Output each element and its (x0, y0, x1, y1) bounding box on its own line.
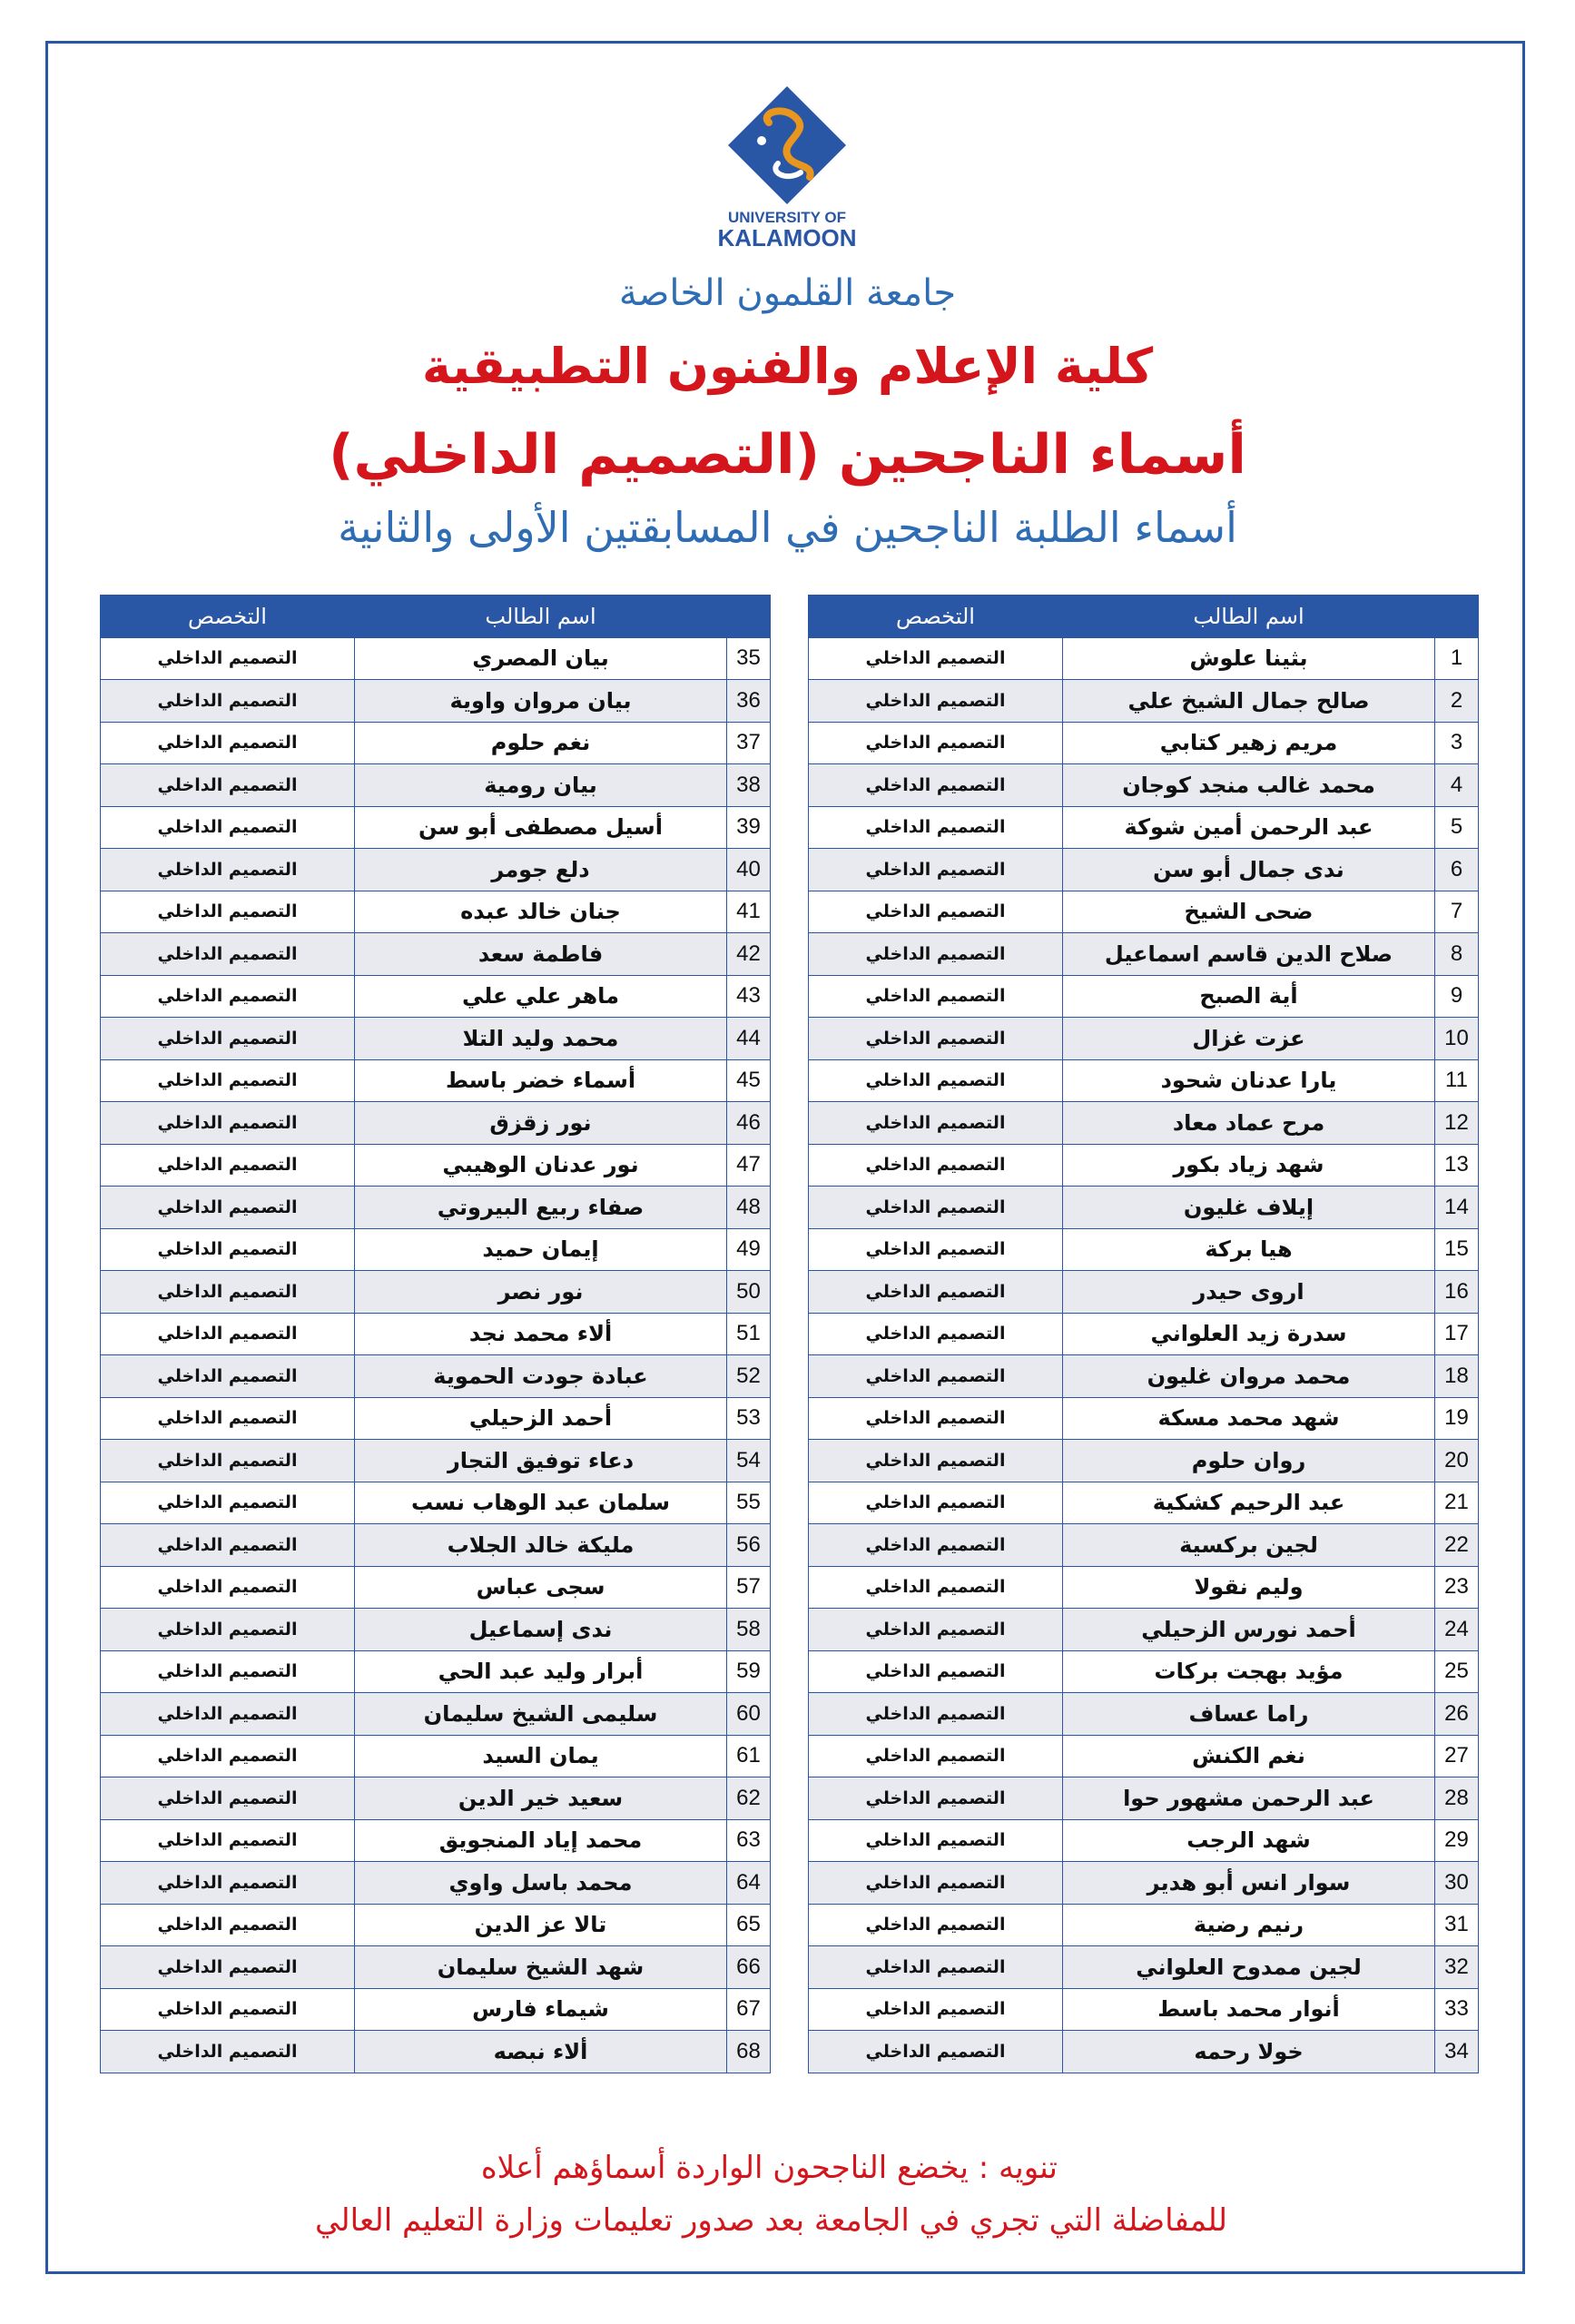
student-specialty: التصميم الداخلي (809, 637, 1063, 680)
student-name: صالح جمال الشيخ علي (1063, 680, 1435, 723)
row-number: 48 (727, 1187, 771, 1229)
table-row (809, 1271, 1479, 1314)
student-specialty: التصميم الداخلي (101, 1819, 355, 1862)
row-number: 1 (1435, 637, 1479, 680)
student-name: نغم حلوم (355, 722, 727, 764)
row-number: 57 (727, 1566, 771, 1609)
student-name: إيمان حميد (355, 1228, 727, 1271)
student-specialty: التصميم الداخلي (809, 1566, 1063, 1609)
row-number: 13 (1435, 1144, 1479, 1187)
student-specialty: التصميم الداخلي (101, 1946, 355, 1989)
logo-text-line2: KALAMOON (717, 224, 857, 250)
student-specialty: التصميم الداخلي (101, 1355, 355, 1398)
column-header-name: اسم الطالب (355, 596, 727, 638)
student-name: محمد إياد المنجويق (355, 1819, 727, 1862)
student-name: بثينا علوش (1063, 637, 1435, 680)
row-number: 64 (727, 1862, 771, 1905)
row-number: 11 (1435, 1059, 1479, 1102)
row-number: 52 (727, 1355, 771, 1398)
row-number: 42 (727, 933, 771, 976)
student-specialty: التصميم الداخلي (101, 764, 355, 807)
student-name: بيان رومية (355, 764, 727, 807)
student-specialty: التصميم الداخلي (809, 1440, 1063, 1482)
column-header-name: اسم الطالب (1063, 596, 1435, 638)
student-name: دعاء توفيق التجار (355, 1440, 727, 1482)
student-specialty: التصميم الداخلي (101, 1228, 355, 1271)
table-row (101, 1819, 771, 1862)
row-number: 51 (727, 1313, 771, 1355)
table-row (809, 1482, 1479, 1524)
table-row (809, 1228, 1479, 1271)
student-specialty: التصميم الداخلي (809, 1059, 1063, 1102)
student-name: صفاء ربيع البيروتي (355, 1187, 727, 1229)
table-row (101, 1693, 771, 1736)
table-row (809, 1524, 1479, 1567)
table-row (809, 806, 1479, 849)
table-row (101, 1144, 771, 1187)
student-specialty: التصميم الداخلي (101, 2031, 355, 2073)
table-row (101, 1650, 771, 1693)
table-row (809, 2031, 1479, 2073)
student-specialty: التصميم الداخلي (101, 722, 355, 764)
student-name: عبد الرحمن أمين شوكة (1063, 806, 1435, 849)
student-specialty: التصميم الداخلي (809, 1988, 1063, 2031)
student-specialty: التصميم الداخلي (101, 1144, 355, 1187)
table-row (809, 637, 1479, 680)
footer-note-line2: للمفاضلة التي تجري في الجامعة بعد صدور تعليمات وزارة التعليم العالي (314, 2202, 1227, 2239)
student-name: شهد زياد بكور (1063, 1144, 1435, 1187)
table-row (101, 1988, 771, 2031)
student-specialty: التصميم الداخلي (101, 1187, 355, 1229)
table-row (101, 1228, 771, 1271)
row-number: 68 (727, 2031, 771, 2073)
table-row (809, 722, 1479, 764)
student-specialty: التصميم الداخلي (101, 1440, 355, 1482)
row-number: 36 (727, 680, 771, 723)
table-row (809, 1946, 1479, 1989)
logo-text-line1: UNIVERSITY OF (727, 209, 847, 226)
row-number: 47 (727, 1144, 771, 1187)
student-name: بيان المصري (355, 637, 727, 680)
row-number: 63 (727, 1819, 771, 1862)
table-row (809, 1735, 1479, 1777)
row-number: 60 (727, 1693, 771, 1736)
student-name: محمد مروان غليون (1063, 1355, 1435, 1398)
student-specialty: التصميم الداخلي (809, 1904, 1063, 1946)
student-specialty: التصميم الداخلي (809, 1271, 1063, 1314)
row-number: 43 (727, 975, 771, 1018)
student-specialty: التصميم الداخلي (101, 1862, 355, 1905)
table-row (101, 1524, 771, 1567)
student-name: أية الصبح (1063, 975, 1435, 1018)
student-name: نور زقزق (355, 1102, 727, 1145)
row-number: 46 (727, 1102, 771, 1145)
table-row (809, 1988, 1479, 2031)
table-row (101, 1566, 771, 1609)
table-row (809, 933, 1479, 976)
student-name: تالا عز الدين (355, 1904, 727, 1946)
row-number: 59 (727, 1650, 771, 1693)
student-specialty: التصميم الداخلي (101, 891, 355, 933)
row-number: 3 (1435, 722, 1479, 764)
row-number: 49 (727, 1228, 771, 1271)
student-specialty: التصميم الداخلي (809, 1693, 1063, 1736)
student-specialty: التصميم الداخلي (809, 1819, 1063, 1862)
row-number: 21 (1435, 1482, 1479, 1524)
row-number: 23 (1435, 1566, 1479, 1609)
student-specialty: التصميم الداخلي (809, 1313, 1063, 1355)
student-specialty: التصميم الداخلي (101, 1524, 355, 1567)
student-name: نغم الكنش (1063, 1735, 1435, 1777)
row-number: 55 (727, 1482, 771, 1524)
student-name: سوار انس أبو هدير (1063, 1862, 1435, 1905)
table-row (101, 637, 771, 680)
student-name: يمان السيد (355, 1735, 727, 1777)
student-specialty: التصميم الداخلي (809, 1355, 1063, 1398)
student-name: وليم نقولا (1063, 1566, 1435, 1609)
row-number: 16 (1435, 1271, 1479, 1314)
student-name: ندى جمال أبو سن (1063, 849, 1435, 891)
row-number: 31 (1435, 1904, 1479, 1946)
student-specialty: التصميم الداخلي (101, 1018, 355, 1060)
row-number: 29 (1435, 1819, 1479, 1862)
row-number: 50 (727, 1271, 771, 1314)
row-number: 45 (727, 1059, 771, 1102)
student-name: إيلاف غليون (1063, 1187, 1435, 1229)
row-number: 5 (1435, 806, 1479, 849)
table-row (809, 849, 1479, 891)
row-number: 14 (1435, 1187, 1479, 1229)
table-row (809, 1018, 1479, 1060)
student-name: شهد الشيخ سليمان (355, 1946, 727, 1989)
row-number: 67 (727, 1988, 771, 2031)
table-row (101, 1440, 771, 1482)
student-name: يارا عدنان شحود (1063, 1059, 1435, 1102)
student-name: أحمد نورس الزحيلي (1063, 1609, 1435, 1651)
student-name: مريم زهير كتابي (1063, 722, 1435, 764)
student-specialty: التصميم الداخلي (809, 1946, 1063, 1989)
table-row (809, 891, 1479, 933)
student-specialty: التصميم الداخلي (101, 1777, 355, 1820)
row-number: 33 (1435, 1988, 1479, 2031)
student-specialty: التصميم الداخلي (809, 764, 1063, 807)
table-row (101, 1482, 771, 1524)
row-number: 65 (727, 1904, 771, 1946)
student-specialty: التصميم الداخلي (809, 933, 1063, 976)
row-number: 41 (727, 891, 771, 933)
row-number: 61 (727, 1735, 771, 1777)
student-specialty: التصميم الداخلي (101, 1735, 355, 1777)
student-name: محمد غالب منجد كوجان (1063, 764, 1435, 807)
student-specialty: التصميم الداخلي (101, 1313, 355, 1355)
row-number: 24 (1435, 1609, 1479, 1651)
student-specialty: التصميم الداخلي (809, 1609, 1063, 1651)
row-number: 32 (1435, 1946, 1479, 1989)
student-name: أبرار وليد عبد الحي (355, 1650, 727, 1693)
table-row (101, 1735, 771, 1777)
student-specialty: التصميم الداخلي (101, 1059, 355, 1102)
column-header-specialty: التخصص (101, 596, 355, 638)
table-row (101, 1777, 771, 1820)
row-number: 15 (1435, 1228, 1479, 1271)
student-name: ضحى الشيخ (1063, 891, 1435, 933)
table-row (101, 2031, 771, 2073)
student-name: أحمد الزحيلي (355, 1397, 727, 1440)
table-row (809, 1059, 1479, 1102)
university-logo (696, 86, 878, 250)
student-name: جنان خالد عبده (355, 891, 727, 933)
student-name: رنيم رضية (1063, 1904, 1435, 1946)
table-row (809, 680, 1479, 723)
student-specialty: التصميم الداخلي (809, 722, 1063, 764)
student-specialty: التصميم الداخلي (101, 1102, 355, 1145)
student-specialty: التصميم الداخلي (101, 1397, 355, 1440)
table-row (101, 1187, 771, 1229)
table-row (809, 1862, 1479, 1905)
table-row (101, 1609, 771, 1651)
table-row (101, 1018, 771, 1060)
student-name: روان حلوم (1063, 1440, 1435, 1482)
student-name: عبد الرحيم كشكية (1063, 1482, 1435, 1524)
table-row (101, 1355, 771, 1398)
student-specialty: التصميم الداخلي (809, 1397, 1063, 1440)
row-number: 12 (1435, 1102, 1479, 1145)
row-number: 53 (727, 1397, 771, 1440)
student-specialty: التصميم الداخلي (101, 1609, 355, 1651)
student-specialty: التصميم الداخلي (809, 1524, 1063, 1567)
row-number: 20 (1435, 1440, 1479, 1482)
row-number: 19 (1435, 1397, 1479, 1440)
table-row (809, 1609, 1479, 1651)
results-table-right (808, 595, 1479, 2073)
student-specialty: التصميم الداخلي (809, 975, 1063, 1018)
student-name: عبد الرحمن مشهور حوا (1063, 1777, 1435, 1820)
row-number: 66 (727, 1946, 771, 1989)
student-name: اروى حيدر (1063, 1271, 1435, 1314)
table-row (809, 1313, 1479, 1355)
student-name: صلاح الدين قاسم اسماعيل (1063, 933, 1435, 976)
student-name: نور نصر (355, 1271, 727, 1314)
row-number: 37 (727, 722, 771, 764)
table-row (809, 1819, 1479, 1862)
table-row (101, 1946, 771, 1989)
table-row (101, 933, 771, 976)
student-specialty: التصميم الداخلي (101, 1566, 355, 1609)
student-name: خولا رحمه (1063, 2031, 1435, 2073)
row-number: 54 (727, 1440, 771, 1482)
student-name: ندى إسماعيل (355, 1609, 727, 1651)
student-name: سلمان عبد الوهاب نسب (355, 1482, 727, 1524)
row-number: 10 (1435, 1018, 1479, 1060)
table-row (101, 806, 771, 849)
student-specialty: التصميم الداخلي (101, 1482, 355, 1524)
row-number: 17 (1435, 1313, 1479, 1355)
student-name: سعيد خير الدين (355, 1777, 727, 1820)
footer-note-line1: تنويه : يخضع الناجحون الواردة أسماؤهم أعلاه (480, 2150, 1058, 2186)
student-specialty: التصميم الداخلي (101, 849, 355, 891)
student-specialty: التصميم الداخلي (101, 680, 355, 723)
student-name: لجين ممدوح العلواني (1063, 1946, 1435, 1989)
table-row (101, 1102, 771, 1145)
row-number: 40 (727, 849, 771, 891)
student-name: سدرة زيد العلواني (1063, 1313, 1435, 1355)
table-row (101, 1059, 771, 1102)
student-name: سجى عباس (355, 1566, 727, 1609)
student-name: مؤيد بهجت بركات (1063, 1650, 1435, 1693)
student-name: بيان مروان واوية (355, 680, 727, 723)
table-row (101, 975, 771, 1018)
faculty-name: كلية الإعلام والفنون التطبيقية (421, 338, 1154, 395)
student-name: أسيل مصطفى أبو سن (355, 806, 727, 849)
table-row (809, 1440, 1479, 1482)
row-number: 58 (727, 1609, 771, 1651)
row-number: 27 (1435, 1735, 1479, 1777)
row-number: 18 (1435, 1355, 1479, 1398)
student-specialty: التصميم الداخلي (809, 1735, 1063, 1777)
table-row (101, 1397, 771, 1440)
student-specialty: التصميم الداخلي (809, 1228, 1063, 1271)
table-row (101, 891, 771, 933)
table-row (809, 1397, 1479, 1440)
student-name: دلع جومر (355, 849, 727, 891)
row-number: 4 (1435, 764, 1479, 807)
student-specialty: التصميم الداخلي (809, 1862, 1063, 1905)
student-name: أسماء خضر باسط (355, 1059, 727, 1102)
table-row (809, 764, 1479, 807)
row-number: 7 (1435, 891, 1479, 933)
table-row (809, 1566, 1479, 1609)
table-row (101, 1904, 771, 1946)
student-specialty: التصميم الداخلي (809, 1102, 1063, 1145)
student-name: مرح عماد معاد (1063, 1102, 1435, 1145)
student-specialty: التصميم الداخلي (101, 1904, 355, 1946)
student-specialty: التصميم الداخلي (101, 1693, 355, 1736)
table-row (809, 1777, 1479, 1820)
page-subtitle: أسماء الطلبة الناجحين في المسابقتين الأولى والثانية (338, 503, 1237, 552)
student-name: لجين بركسية (1063, 1524, 1435, 1567)
table-row (809, 1693, 1479, 1736)
row-number: 28 (1435, 1777, 1479, 1820)
student-specialty: التصميم الداخلي (809, 1018, 1063, 1060)
student-specialty: التصميم الداخلي (101, 975, 355, 1018)
table-row (809, 1144, 1479, 1187)
student-specialty: التصميم الداخلي (101, 1988, 355, 2031)
table-row (101, 1271, 771, 1314)
student-name: هيا بركة (1063, 1228, 1435, 1271)
page-title: أسماء الناجحين (التصميم الداخلي) (329, 423, 1246, 487)
student-name: مليكة خالد الجلاب (355, 1524, 727, 1567)
row-number: 26 (1435, 1693, 1479, 1736)
table-row (101, 764, 771, 807)
row-number: 34 (1435, 2031, 1479, 2073)
row-number: 56 (727, 1524, 771, 1567)
student-specialty: التصميم الداخلي (809, 891, 1063, 933)
student-name: راما عساف (1063, 1693, 1435, 1736)
student-name: شهد الرجب (1063, 1819, 1435, 1862)
student-specialty: التصميم الداخلي (809, 1482, 1063, 1524)
row-number: 62 (727, 1777, 771, 1820)
student-name: محمد باسل واوي (355, 1862, 727, 1905)
student-specialty: التصميم الداخلي (809, 806, 1063, 849)
student-specialty: التصميم الداخلي (809, 849, 1063, 891)
table-row (101, 1313, 771, 1355)
student-specialty: التصميم الداخلي (809, 1650, 1063, 1693)
row-number: 6 (1435, 849, 1479, 891)
row-number: 22 (1435, 1524, 1479, 1567)
row-number: 9 (1435, 975, 1479, 1018)
table-row (809, 1650, 1479, 1693)
student-specialty: التصميم الداخلي (809, 680, 1063, 723)
student-specialty: التصميم الداخلي (101, 1271, 355, 1314)
table-row (809, 1187, 1479, 1229)
table-row (101, 1862, 771, 1905)
student-specialty: التصميم الداخلي (101, 806, 355, 849)
student-name: سليمى الشيخ سليمان (355, 1693, 727, 1736)
student-specialty: التصميم الداخلي (809, 1777, 1063, 1820)
student-specialty: التصميم الداخلي (101, 637, 355, 680)
student-name: ماهر علي علي (355, 975, 727, 1018)
student-name: شهد محمد مسكة (1063, 1397, 1435, 1440)
table-row (101, 680, 771, 723)
row-number: 2 (1435, 680, 1479, 723)
student-specialty: التصميم الداخلي (809, 1187, 1063, 1229)
row-number: 38 (727, 764, 771, 807)
student-name: شيماء فارس (355, 1988, 727, 2031)
student-specialty: التصميم الداخلي (101, 933, 355, 976)
student-specialty: التصميم الداخلي (101, 1650, 355, 1693)
column-header-number (1435, 596, 1479, 638)
student-name: ألاء نبصه (355, 2031, 727, 2073)
student-name: فاطمة سعد (355, 933, 727, 976)
student-specialty: التصميم الداخلي (809, 2031, 1063, 2073)
row-number: 44 (727, 1018, 771, 1060)
student-name: ألاء محمد نجد (355, 1313, 727, 1355)
table-row (809, 1102, 1479, 1145)
student-name: عبادة جودت الحموية (355, 1355, 727, 1398)
university-name: جامعة القلمون الخاصة (618, 272, 957, 314)
row-number: 25 (1435, 1650, 1479, 1693)
student-name: نور عدنان الوهيبي (355, 1144, 727, 1187)
table-row (809, 1355, 1479, 1398)
table-row (101, 849, 771, 891)
student-name: أنوار محمد باسط (1063, 1988, 1435, 2031)
results-table-left (100, 595, 771, 2073)
column-header-number (727, 596, 771, 638)
row-number: 39 (727, 806, 771, 849)
table-row (101, 722, 771, 764)
row-number: 8 (1435, 933, 1479, 976)
column-header-specialty: التخصص (809, 596, 1063, 638)
table-row (809, 975, 1479, 1018)
row-number: 30 (1435, 1862, 1479, 1905)
student-name: عزت غزال (1063, 1018, 1435, 1060)
row-number: 35 (727, 637, 771, 680)
student-specialty: التصميم الداخلي (809, 1144, 1063, 1187)
table-row (809, 1904, 1479, 1946)
student-name: محمد وليد التلا (355, 1018, 727, 1060)
